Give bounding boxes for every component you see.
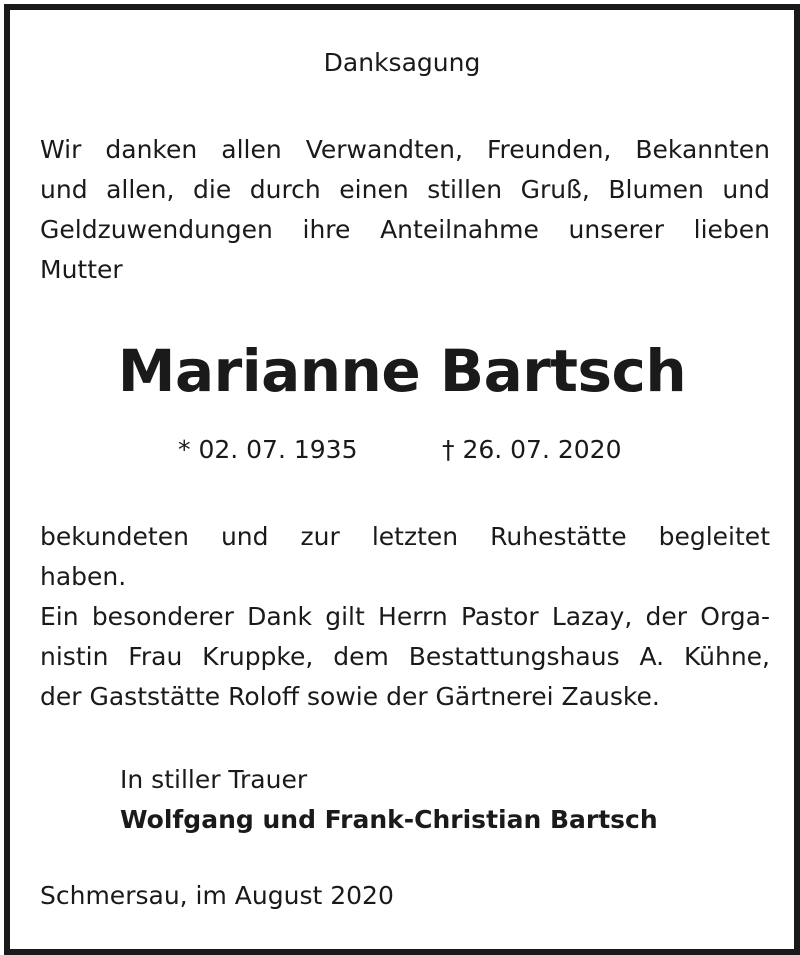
paragraph-line: bekundeten und zur letzten Ruhestätte begleitet xyxy=(40,522,770,551)
birth-date: * 02. 07. 1935 xyxy=(178,435,358,464)
thanks-paragraph xyxy=(40,130,770,290)
paragraph-line: haben. xyxy=(40,562,127,591)
paragraph-line: Ein besonderer Dank gilt Herrn Pastor Lazay, der Orga- xyxy=(40,602,770,631)
place-and-date: Schmersau, im August 2020 xyxy=(40,881,394,910)
notice-heading: Danksagung xyxy=(323,48,481,77)
paragraph-line: Wir danken allen Verwandten, Freunden, Bekannten xyxy=(40,135,770,164)
family-names: Wolfgang und Frank-Christian Bartsch xyxy=(120,805,658,834)
paragraph-line: Mutter xyxy=(40,255,123,284)
acknowledgement-paragraph xyxy=(40,517,770,717)
paragraph-line: der Gaststätte Roloff sowie der Gärtnerei Zauske. xyxy=(40,682,660,711)
life-dates xyxy=(10,433,794,467)
death-date: † 26. 07. 2020 xyxy=(442,435,622,464)
deceased-name: Marianne Bartsch xyxy=(117,337,687,405)
paragraph-line: nistin Frau Kruppke, dem Bestattungshaus A. Kühne, xyxy=(40,642,770,671)
obituary-notice xyxy=(4,4,800,955)
mourning-text: In stiller Trauer xyxy=(120,765,308,794)
signature-block xyxy=(120,760,658,840)
paragraph-line: und allen, die durch einen stillen Gruß, Blumen und xyxy=(40,175,770,204)
paragraph-line: Geldzuwendungen ihre Anteilnahme unserer lieben xyxy=(40,215,770,244)
